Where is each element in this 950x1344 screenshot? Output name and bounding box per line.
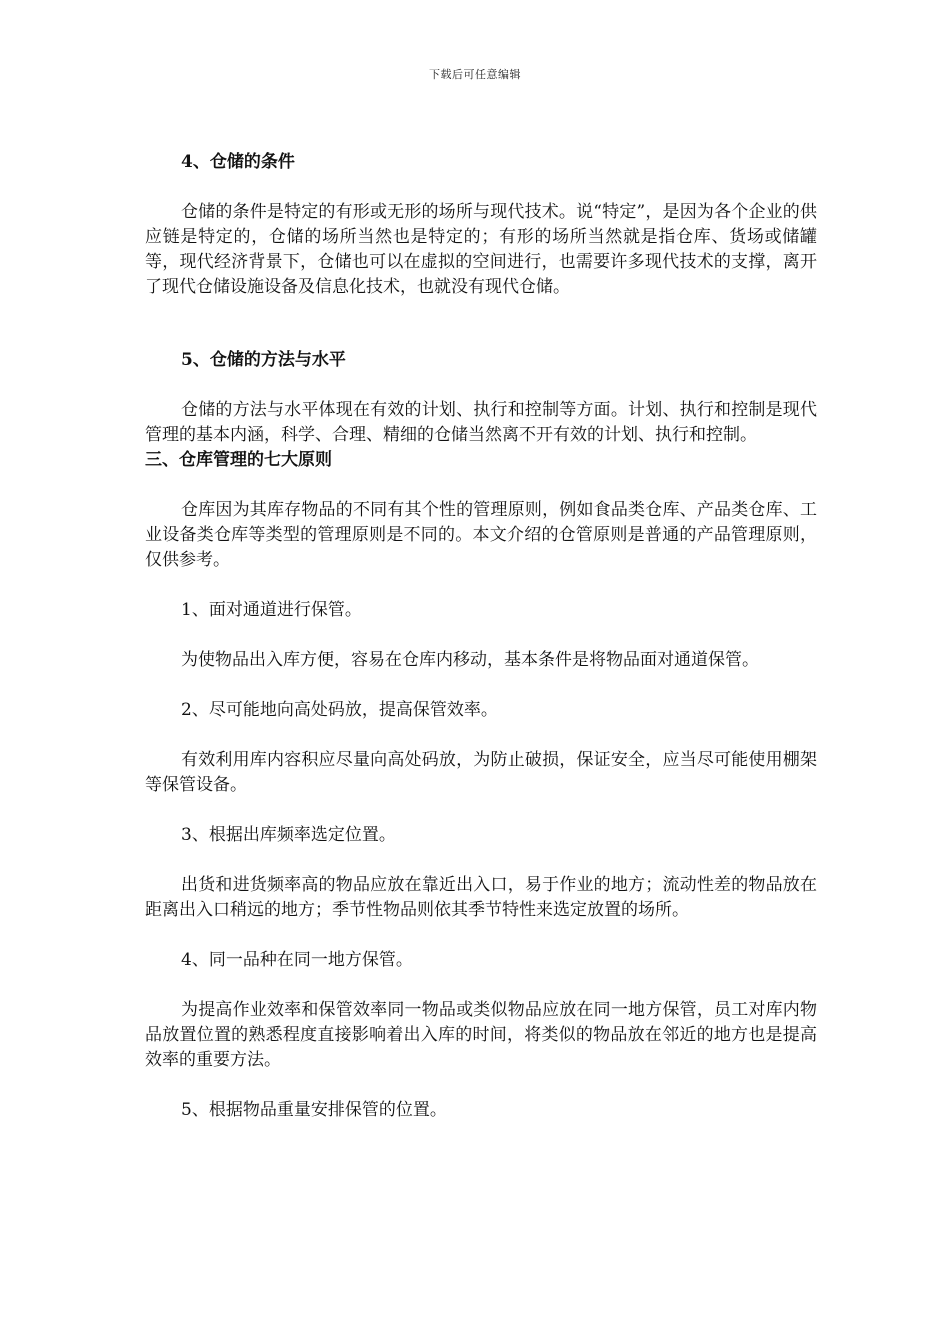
section-5-title: 5、仓储的方法与水平 [181,350,346,370]
section-4-title: 4、仓储的条件 [181,152,295,172]
principle-4-title: 4、同一品种在同一地方保管。 [181,950,413,970]
principle-2-title: 2、尽可能地向高处码放，提高保管效率。 [181,700,498,720]
section-4-body: 仓储的条件是特定的有形或无形的场所与现代技术。说“特定”，是因为各个企业的供应链是特定的，仓储的场所当然也是特定的；有形的场所当然就是指仓库、货场或储罐等，现代经济背景下，仓储也可以在虚拟的空间进行，也需要许多现代技术的支撑，离开了现代仓储设施设备及信息化技术，也就没有现代仓储。 [145,202,817,297]
document-body [145,150,817,1123]
principle-3-body: 出货和进货频率高的物品应放在靠近出入口，易于作业的地方；流动性差的物品放在距离出入口稍远的地方；季节性物品则依其季节特性来选定放置的场所。 [145,875,817,920]
principle-1-body: 为使物品出入库方便，容易在仓库内移动，基本条件是将物品面对通道保管。 [181,650,759,670]
principle-1-title: 1、面对通道进行保管。 [181,600,362,620]
principle-4-body: 为提高作业效率和保管效率同一物品或类似物品应放在同一地方保管，员工对库内物品放置位置的熟悉程度直接影响着出入库的时间，将类似的物品放在邻近的地方也是提高效率的重要方法。 [145,1000,817,1070]
principle-5-title: 5、根据物品重量安排保管的位置。 [181,1100,447,1120]
part-3-title: 三、仓库管理的七大原则 [145,450,332,470]
principle-3-title: 3、根据出库频率选定位置。 [181,825,396,845]
section-5-body: 仓储的方法与水平体现在有效的计划、执行和控制等方面。计划、执行和控制是现代管理的基本内涵，科学、合理、精细的仓储当然离不开有效的计划、执行和控制。 [145,400,817,445]
principle-2-body: 有效利用库内容积应尽量向高处码放，为防止破损，保证安全，应当尽可能使用棚架等保管设备。 [145,750,817,795]
part-3-intro: 仓库因为其库存物品的不同有其个性的管理原则，例如食品类仓库、产品类仓库、工业设备类仓库等类型的管理原则是不同的。本文介绍的仓管原则是普通的产品管理原则，仅供参考。 [145,500,817,570]
header-note: 下载后可任意编辑 [429,68,521,81]
